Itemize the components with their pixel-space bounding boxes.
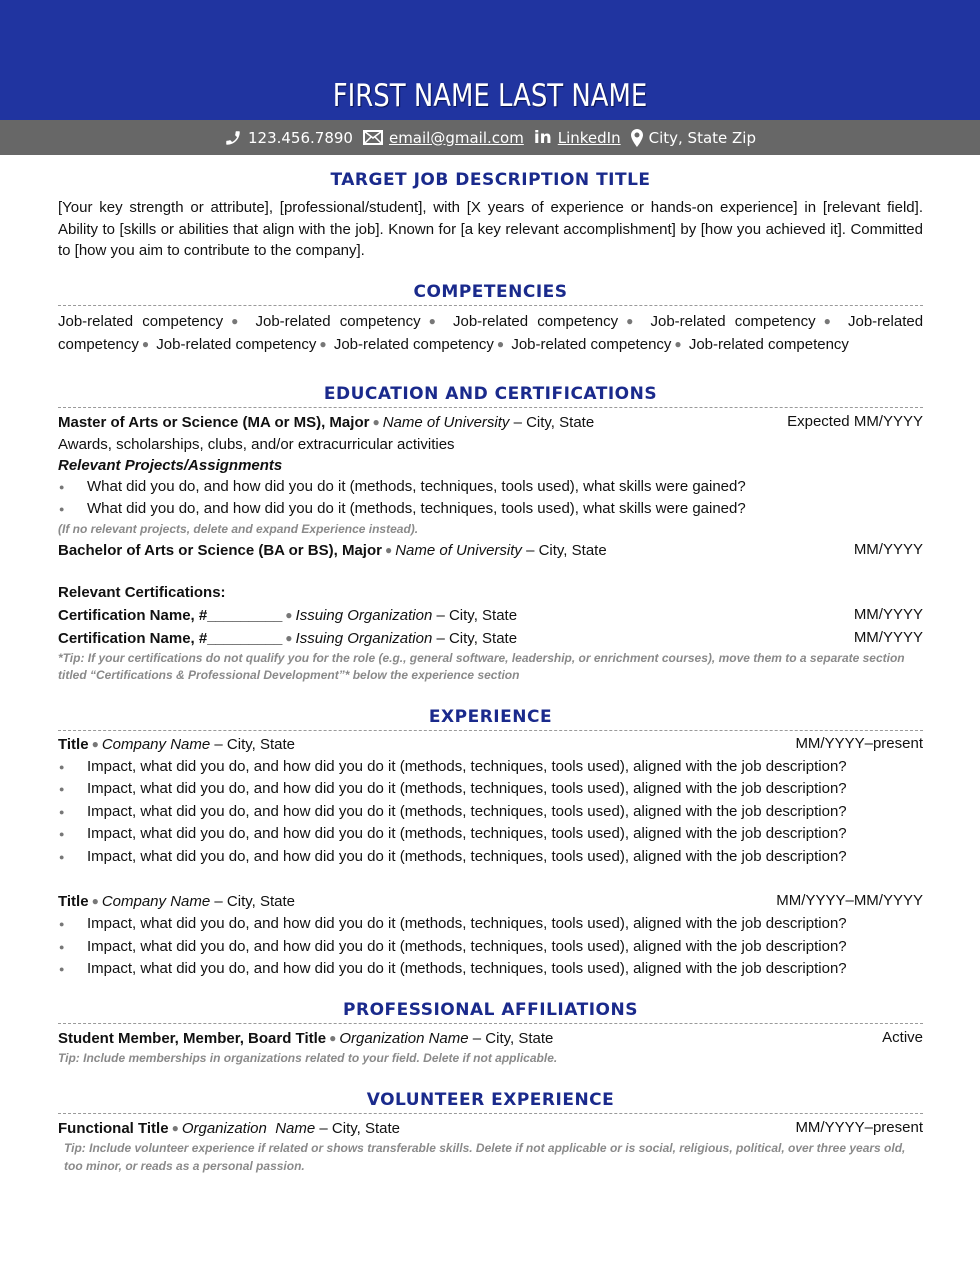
school-name: Name of University	[382, 413, 510, 431]
bullet-separator: ●	[384, 542, 393, 557]
phone-icon	[224, 129, 242, 147]
competency-item: Job-related competency	[688, 336, 849, 353]
summary-text: [Your key strength or attribute], [professional/student], with [X years of experience or hands-on experience] in [relevant field]. Ability to [skills or abilities that align with the job]. Known for [a key relevant accomplishment] by [how you achieved it]. Committed to [how you aim to contribute to the company].	[58, 199, 923, 259]
issuing-org: Issuing Organization	[295, 606, 433, 624]
degree-row	[58, 539, 923, 562]
bullet-separator: ●	[372, 414, 380, 429]
certification-row	[58, 627, 923, 650]
job-location: – City, State	[214, 893, 295, 910]
certifications-heading: Relevant Certifications:	[58, 583, 226, 601]
certification-date: MM/YYYY	[853, 628, 923, 646]
volunteer-location: – City, State	[319, 1120, 400, 1137]
affiliation-row	[58, 1027, 923, 1050]
bullet-separator: ●	[91, 894, 99, 908]
contact-location	[631, 129, 756, 147]
job-row	[58, 733, 923, 756]
competency-item: Job-related competency	[58, 312, 224, 330]
school-location: – City, State	[513, 413, 595, 431]
volunteer-org: Organization Name	[181, 1120, 316, 1137]
contact-phone	[224, 129, 353, 147]
job-bullet: ● Impact, what did you do, and how did you do it (methods, techniques, tools used), aligned with the job description?	[58, 756, 923, 779]
competency-item: Job-related competency	[58, 312, 924, 353]
job-bullet: ● Impact, what did you do, and how did you do it (methods, techniques, tools used), aligned with the job description?	[58, 958, 923, 981]
job-row	[58, 890, 923, 913]
bullet-separator: ●	[496, 337, 505, 351]
certification-name: Certification Name, #_________	[58, 629, 283, 647]
bullet-separator: ●	[621, 313, 639, 328]
projects-heading: Relevant Projects/Assignments	[58, 456, 283, 474]
job-bullet: ● Impact, what did you do, and how did you do it (methods, techniques, tools used), aligned with the job description?	[58, 936, 923, 959]
company-name: Company Name	[101, 893, 211, 910]
linkedin-link[interactable]: LinkedIn	[557, 128, 621, 147]
section-divider	[58, 1113, 923, 1114]
linkedin-icon: in	[533, 127, 552, 148]
competency-item: Job-related competency	[511, 336, 672, 353]
contact-linkedin[interactable]	[534, 128, 621, 148]
degree-row	[58, 411, 923, 434]
degree-date: Expected MM/YYYY	[787, 412, 923, 430]
volunteer-row	[58, 1117, 923, 1140]
school-location: – City, State	[526, 541, 607, 559]
email-link[interactable]: email@gmail.com	[388, 128, 524, 147]
affiliations-tip: Tip: Include memberships in organizations related to your field. Delete if not applicable.	[58, 1050, 558, 1065]
competency-item: Job-related competency	[333, 336, 494, 353]
certification-row	[58, 604, 923, 627]
job-bullets	[58, 756, 923, 869]
job-title: Title	[58, 893, 89, 910]
bullet-separator: ●	[423, 313, 441, 328]
job-title: Title	[58, 735, 89, 753]
competencies-title: COMPETENCIES	[413, 281, 568, 302]
section-divider	[58, 1023, 923, 1024]
bullet-separator: ●	[141, 337, 150, 351]
school-name: Name of University	[395, 541, 522, 559]
volunteer-tip: Tip: Include volunteer experience if related or shows transferable skills. Delete if not applicable or is social, religious, political, over three years old, too minor, or reads as a personal passion.	[64, 1141, 906, 1173]
competency-item: Job-related competency	[453, 312, 619, 330]
cert-location: – City, State	[436, 629, 518, 647]
bullet-separator: ●	[226, 313, 244, 328]
volunteer-date: MM/YYYY–present	[795, 1119, 923, 1136]
job-bullet: ● Impact, what did you do, and how did you do it (methods, techniques, tools used), aligned with the job description?	[58, 913, 923, 936]
job-bullet: ● Impact, what did you do, and how did you do it (methods, techniques, tools used), aligned with the job description?	[58, 801, 923, 824]
bullet-separator: ●	[329, 1030, 337, 1045]
bullet-separator: ●	[674, 337, 682, 351]
section-divider	[58, 730, 923, 731]
bullet-separator: ●	[171, 1121, 179, 1135]
experience-title: EXPERIENCE	[428, 706, 553, 727]
job-bullet: ● Impact, what did you do, and how did you do it (methods, techniques, tools used), aligned with the job description?	[58, 846, 923, 869]
bullet-separator: ●	[285, 630, 293, 645]
candidate-name: FIRST NAME LAST NAME	[332, 78, 648, 114]
location-text: City, State Zip	[648, 128, 756, 147]
bullet-separator: ●	[319, 337, 327, 351]
affiliation-location: – City, State	[472, 1029, 554, 1047]
summary-title: TARGET JOB DESCRIPTION TITLE	[330, 170, 651, 190]
projects-tip: (If no relevant projects, delete and expand Experience instead).	[58, 521, 419, 536]
competencies-list	[58, 310, 923, 357]
company-name: Company Name	[101, 735, 211, 753]
affiliation-org: Organization Name	[339, 1029, 469, 1047]
contact-bar	[0, 120, 980, 155]
competency-item: Job-related competency	[255, 312, 421, 330]
competency-item: Job-related competency	[156, 336, 317, 353]
job-location: – City, State	[214, 735, 295, 753]
job-date: MM/YYYY–MM/YYYY	[776, 892, 923, 909]
degree-details: Awards, scholarships, clubs, and/or extracurricular activities	[58, 435, 455, 453]
issuing-org: Issuing Organization	[295, 629, 433, 647]
section-divider	[58, 305, 923, 306]
degree-name: Master of Arts or Science (MA or MS), Major	[58, 413, 370, 431]
competency-item: Job-related competency	[650, 312, 816, 330]
bullet-separator: ●	[818, 313, 836, 328]
job-bullets	[58, 913, 923, 981]
volunteer-title: VOLUNTEER EXPERIENCE	[366, 1090, 615, 1110]
map-pin-icon	[631, 129, 643, 147]
cert-location: – City, State	[436, 606, 518, 624]
volunteer-role: Functional Title	[58, 1120, 169, 1137]
degree-date: MM/YYYY	[853, 540, 923, 558]
education-title: EDUCATION AND CERTIFICATIONS	[323, 383, 658, 404]
job-bullet: ● Impact, what did you do, and how did you do it (methods, techniques, tools used), aligned with the job description?	[58, 778, 923, 801]
certifications-tip: *Tip: If your certifications do not qualify you for the role (e.g., general software, leadership, or enrichment courses), move them to a separate section titled “Certifications & Professional Development”* below the experience section	[58, 650, 905, 682]
certification-date: MM/YYYY	[853, 605, 923, 623]
certification-name: Certification Name, #_________	[58, 606, 283, 624]
job-bullet: ● Impact, what did you do, and how did you do it (methods, techniques, tools used), aligned with the job description?	[58, 823, 923, 846]
project-item: ● What did you do, and how did you do it (methods, techniques, tools used), what skills were gained?	[58, 476, 923, 499]
contact-email[interactable]	[363, 129, 524, 147]
bullet-separator: ●	[91, 736, 99, 751]
bullet-separator: ●	[285, 607, 293, 622]
affiliation-status: Active	[882, 1028, 923, 1046]
project-item: ● What did you do, and how did you do it (methods, techniques, tools used), what skills were gained?	[58, 498, 923, 521]
phone-text: 123.456.7890	[247, 128, 353, 147]
job-date: MM/YYYY–present	[795, 734, 923, 752]
envelope-icon	[363, 130, 383, 145]
degree-name: Bachelor of Arts or Science (BA or BS), Major	[58, 541, 382, 559]
resume-body	[58, 155, 923, 1175]
affiliation-role: Student Member, Member, Board Title	[58, 1029, 327, 1047]
affiliations-title: PROFESSIONAL AFFILIATIONS	[343, 999, 638, 1020]
projects-list	[58, 476, 923, 521]
section-divider	[58, 407, 923, 408]
